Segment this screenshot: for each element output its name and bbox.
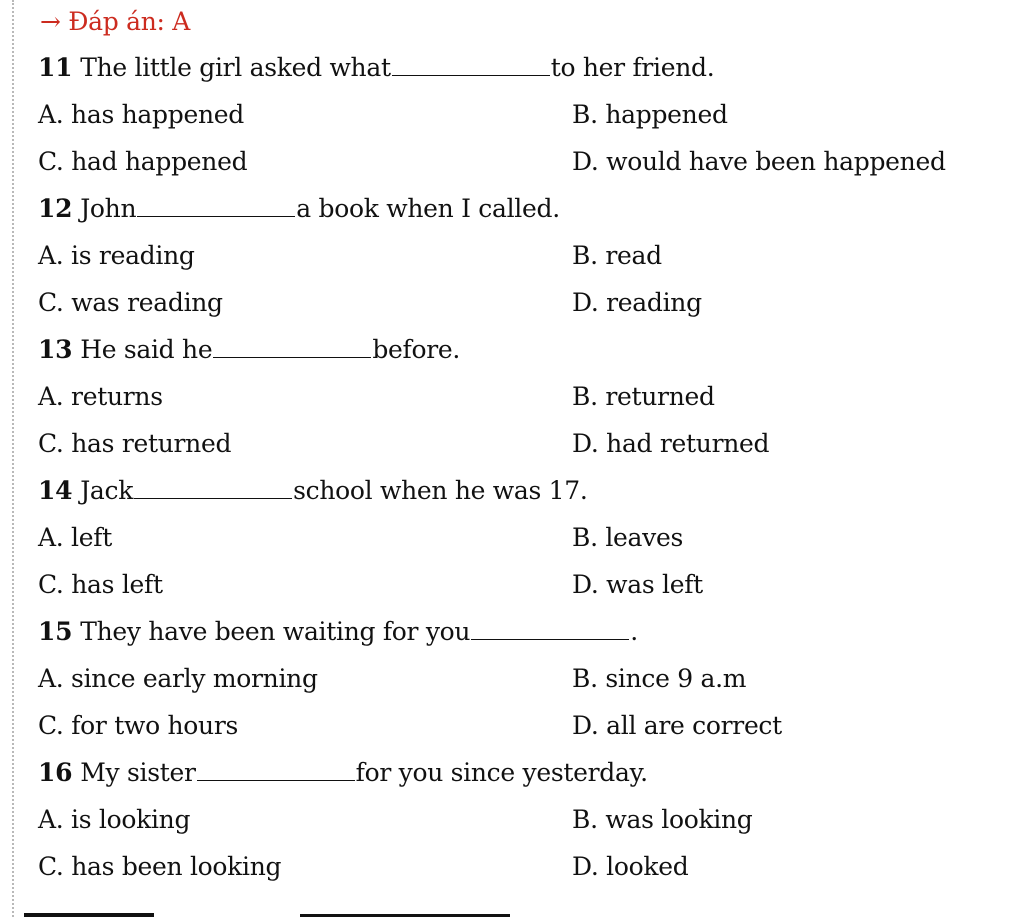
option-a: A. left <box>38 523 112 552</box>
answer-key-line: → Đáp án: A <box>40 7 191 36</box>
question-stem-before: John <box>80 194 137 223</box>
options-row-12-ab <box>38 232 998 279</box>
option-d: D. was left <box>572 570 703 599</box>
option-b: B. was looking <box>572 805 753 834</box>
answer-blank <box>134 478 292 499</box>
option-c: C. for two hours <box>38 711 239 740</box>
options-row-11-ab <box>38 91 998 138</box>
options-row-16-cd <box>38 843 998 890</box>
cut-off-text-fragment <box>24 913 154 917</box>
option-a: A. has happened <box>38 100 244 129</box>
option-c: C. has returned <box>38 429 232 458</box>
question-15 <box>38 608 998 655</box>
option-d: D. reading <box>572 288 702 317</box>
options-row-13-ab <box>38 373 998 420</box>
option-d: D. had returned <box>572 429 770 458</box>
option-b: B. leaves <box>572 523 684 552</box>
option-c: C. has been looking <box>38 852 282 881</box>
answer-blank <box>471 619 629 640</box>
options-row-14-cd <box>38 561 998 608</box>
question-stem-before: My sister <box>80 758 196 787</box>
question-number: 14 <box>38 476 73 505</box>
question-number: 16 <box>38 758 73 787</box>
options-row-13-cd <box>38 420 998 467</box>
options-row-15-ab <box>38 655 998 702</box>
page-margin-guide <box>12 0 14 917</box>
question-number: 11 <box>38 53 73 82</box>
answer-blank <box>197 760 355 781</box>
question-stem-before: Jack <box>80 476 134 505</box>
question-stem-before: They have been waiting for you <box>80 617 471 646</box>
question-stem-after: to her friend. <box>550 53 715 82</box>
cut-off-next-question <box>20 905 520 917</box>
answer-blank <box>137 196 295 217</box>
question-number: 12 <box>38 194 73 223</box>
question-number: 15 <box>38 617 73 646</box>
quiz-document <box>38 4 998 890</box>
answer-blank <box>392 55 550 76</box>
question-11 <box>38 44 998 91</box>
question-stem-after: school when he was 17. <box>293 476 588 505</box>
option-a: A. is reading <box>38 241 195 270</box>
question-stem-before: The little girl asked what <box>80 53 391 82</box>
option-b: B. returned <box>572 382 715 411</box>
options-row-15-cd <box>38 702 998 749</box>
option-a: A. since early morning <box>38 664 318 693</box>
question-13 <box>38 326 998 373</box>
question-stem-after: a book when I called. <box>296 194 560 223</box>
option-a: A. is looking <box>38 805 191 834</box>
question-number: 13 <box>38 335 73 364</box>
options-row-12-cd <box>38 279 998 326</box>
option-b: B. happened <box>572 100 728 129</box>
question-stem-after: for you since yesterday. <box>355 758 648 787</box>
question-14 <box>38 467 998 514</box>
option-c: C. has left <box>38 570 163 599</box>
question-12 <box>38 185 998 232</box>
question-16 <box>38 749 998 796</box>
option-b: B. read <box>572 241 662 270</box>
options-row-14-ab <box>38 514 998 561</box>
option-d: D. all are correct <box>572 711 782 740</box>
option-d: D. would have been happened <box>572 147 946 176</box>
answer-blank <box>213 337 371 358</box>
option-c: C. had happened <box>38 147 248 176</box>
question-stem-before: He said he <box>80 335 213 364</box>
option-a: A. returns <box>38 382 163 411</box>
options-row-16-ab <box>38 796 998 843</box>
options-row-11-cd <box>38 138 998 185</box>
question-stem-after: . <box>630 617 638 646</box>
option-d: D. looked <box>572 852 689 881</box>
question-stem-after: before. <box>372 335 461 364</box>
option-b: B. since 9 a.m <box>572 664 747 693</box>
option-c: C. was reading <box>38 288 223 317</box>
